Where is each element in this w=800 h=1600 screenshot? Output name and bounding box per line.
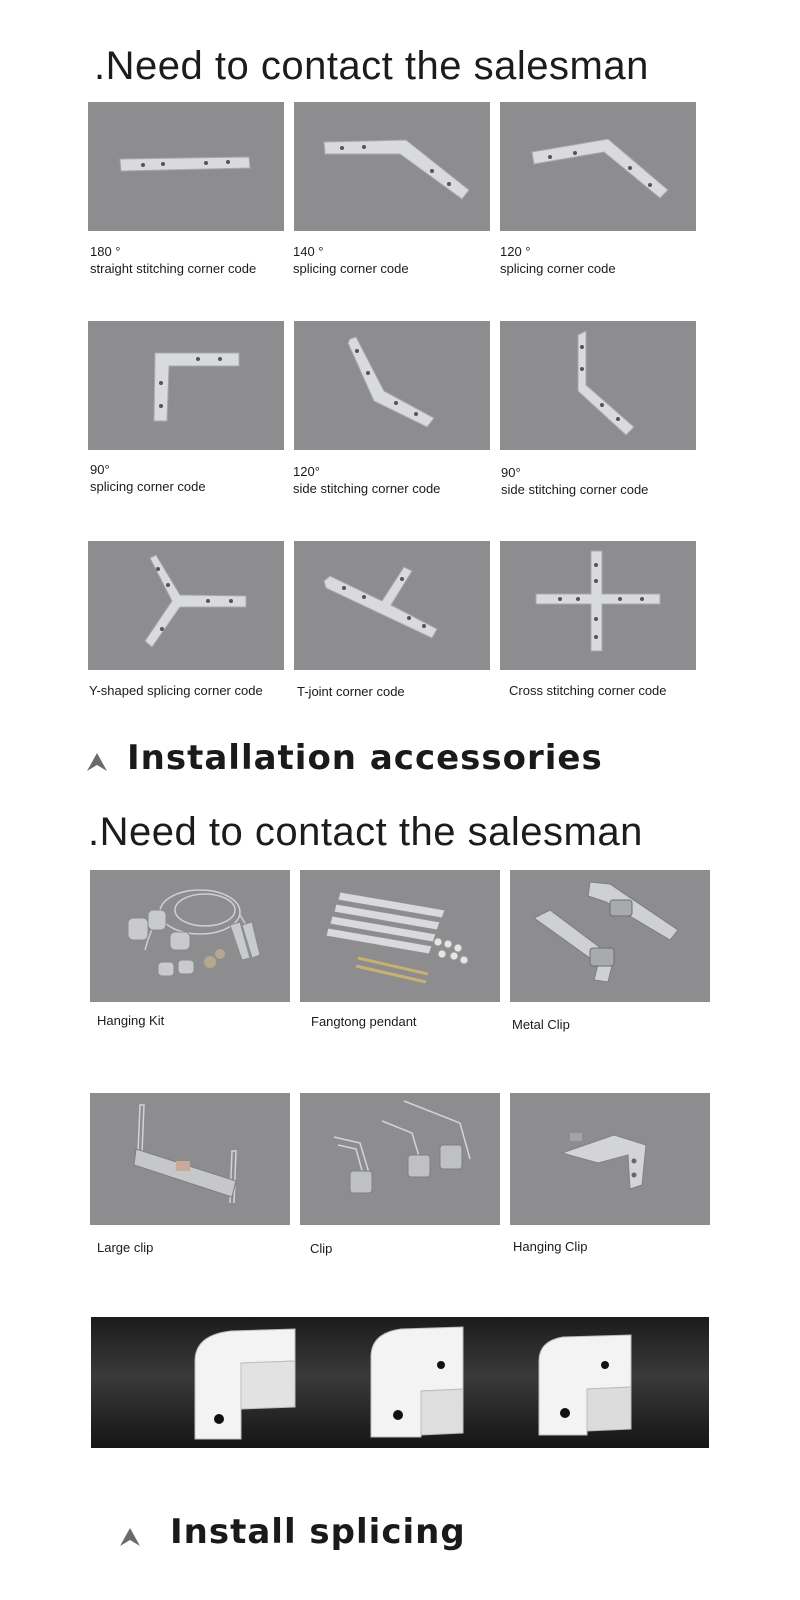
hanging-clip-icon: [510, 1093, 710, 1225]
caption-90: 90° splicing corner code: [90, 462, 206, 494]
side-plate-120-icon: [294, 321, 490, 450]
product-image-t: [294, 541, 490, 670]
product-image-hanging-kit: [90, 870, 290, 1002]
caption-t: T-joint corner code: [297, 684, 405, 699]
l-plate-icon: [88, 321, 284, 450]
corner-connectors-icon: [91, 1317, 709, 1448]
caption-side-90: 90° side stitching corner code: [501, 465, 649, 497]
plate-140-icon: [294, 102, 490, 231]
caption-fangtong-pendant: Fangtong pendant: [311, 1014, 417, 1029]
caption-metal-clip: Metal Clip: [512, 1017, 570, 1032]
caption-140: 140 ° splicing corner code: [293, 244, 409, 276]
y-plate-icon: [88, 541, 284, 670]
large-clip-icon: [90, 1093, 290, 1225]
t-plate-icon: [294, 541, 490, 670]
hanging-kit-icon: [90, 870, 290, 1002]
caption-clip: Clip: [310, 1241, 333, 1256]
accessories-heading-contact: .Need to contact the salesman: [88, 810, 643, 854]
caption-hanging-clip: Hanging Clip: [513, 1239, 588, 1254]
caption-120: 120 ° splicing corner code: [500, 244, 616, 276]
caption-side-120: 120° side stitching corner code: [293, 464, 441, 496]
section-arrow-icon: [118, 1526, 142, 1548]
section-title-splicing: Install splicing: [170, 1512, 466, 1552]
section-arrow-icon: [85, 751, 109, 773]
caption-180: 180 ° straight stitching corner code: [90, 244, 257, 276]
straight-plate-icon: [88, 102, 284, 231]
fangtong-pendant-icon: [300, 870, 500, 1002]
product-image-metal-clip: [510, 870, 710, 1002]
metal-clip-icon: [510, 870, 710, 1002]
page-heading-contact: .Need to contact the salesman: [94, 44, 649, 88]
product-image-cross: [500, 541, 696, 670]
product-image-120: [500, 102, 696, 231]
section-title-accessories: Installation accessories: [127, 738, 603, 778]
product-image-large-clip: [90, 1093, 290, 1225]
product-image-y: [88, 541, 284, 670]
product-image-side-90: [500, 321, 696, 450]
clip-icon: [300, 1093, 500, 1225]
side-plate-90-icon: [500, 321, 696, 450]
caption-large-clip: Large clip: [97, 1240, 154, 1255]
caption-cross: Cross stitching corner code: [509, 683, 667, 698]
plate-120-icon: [500, 102, 696, 231]
caption-hanging-kit: Hanging Kit: [97, 1013, 165, 1028]
splicing-banner-image: [91, 1317, 709, 1448]
product-image-90: [88, 321, 284, 450]
caption-y: Y-shaped splicing corner code: [89, 683, 263, 698]
product-image-140: [294, 102, 490, 231]
product-image-side-120: [294, 321, 490, 450]
product-image-fangtong-pendant: [300, 870, 500, 1002]
cross-plate-icon: [500, 541, 696, 670]
product-image-clip: [300, 1093, 500, 1225]
product-image-180: [88, 102, 284, 231]
product-image-hanging-clip: [510, 1093, 710, 1225]
